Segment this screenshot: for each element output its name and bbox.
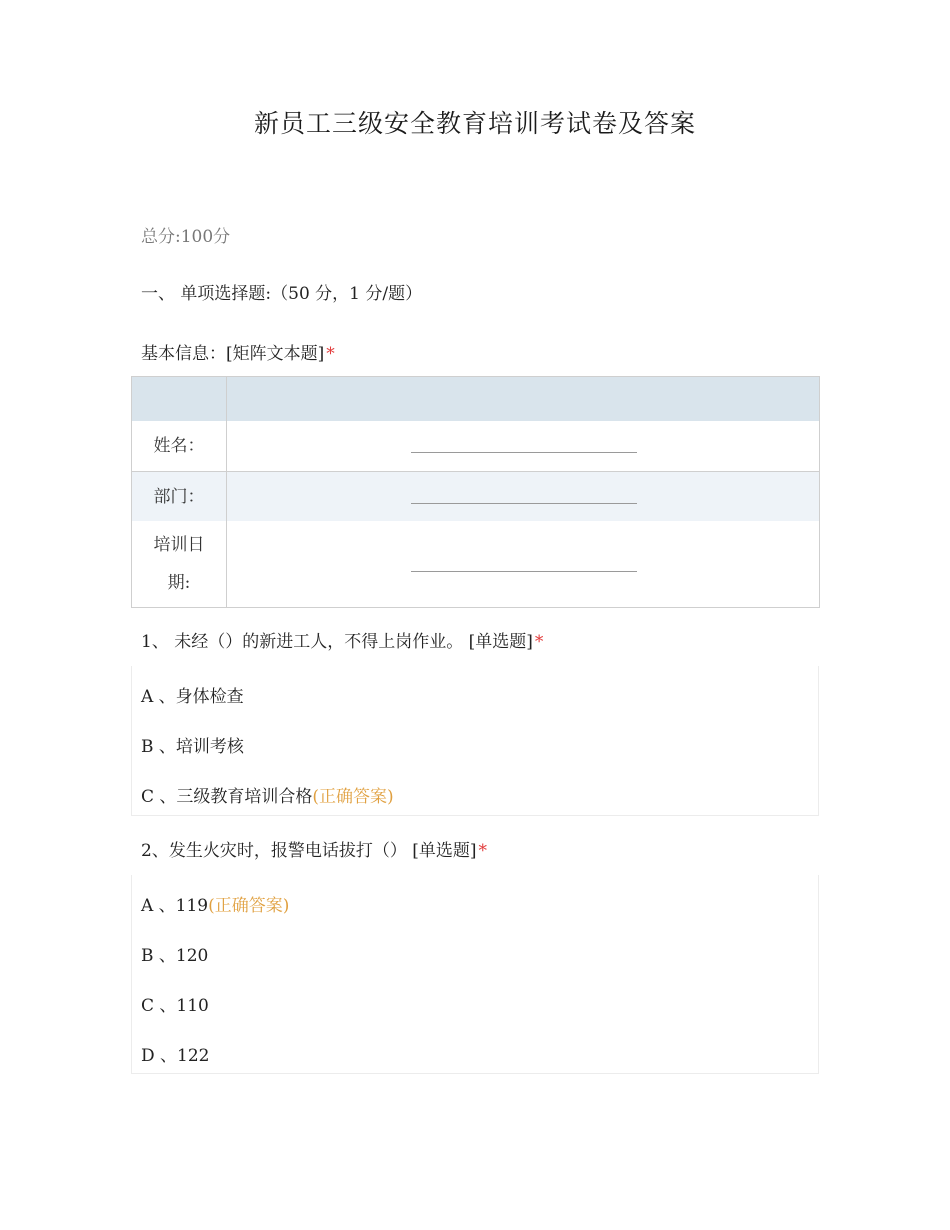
training-date-label-line1: 培训日 <box>153 535 205 555</box>
name-label: 姓名： <box>132 421 227 471</box>
option-text: C 、110 <box>141 996 209 1016</box>
page-title: 新员工三级安全教育培训考试卷及答案 <box>253 109 696 138</box>
option-q1-a[interactable] <box>141 682 244 707</box>
option-q2-b[interactable] <box>141 941 208 966</box>
question-2-options <box>131 875 819 1074</box>
required-mark: * <box>326 344 335 364</box>
table-row <box>132 421 819 471</box>
department-label: 部门： <box>132 472 227 522</box>
correct-answer-tag: (正确答案) <box>208 896 290 916</box>
basic-info-label <box>141 339 335 364</box>
option-text: A 、119 <box>141 896 209 916</box>
table-row <box>132 471 819 522</box>
option-q2-a[interactable] <box>141 891 289 916</box>
training-date-field[interactable] <box>227 521 819 607</box>
option-q1-c[interactable] <box>141 782 394 807</box>
question-2-text: 2、发生火灾时，报警电话拔打（） [单选题] <box>141 841 477 861</box>
option-q2-c[interactable] <box>141 991 209 1016</box>
table-header-cell <box>132 377 227 421</box>
training-date-label-line2: 期: <box>167 573 191 593</box>
total-score: 总分:100分 <box>141 227 231 247</box>
department-input-line[interactable] <box>411 503 637 504</box>
department-field[interactable] <box>227 472 819 522</box>
question-1-text: 1、 未经（）的新进工人，不得上岗作业。 [单选题] <box>141 632 533 652</box>
option-text: C 、三级教育培训合格 <box>141 787 313 807</box>
correct-answer-tag: (正确答案) <box>312 787 394 807</box>
section-heading: 一、 单项选择题:（50 分，1 分/题） <box>141 284 423 304</box>
option-text: A 、身体检查 <box>141 687 244 707</box>
option-text: B 、120 <box>141 946 209 966</box>
training-date-input-line[interactable] <box>411 571 637 572</box>
required-mark: * <box>478 841 487 861</box>
training-date-label <box>132 521 227 607</box>
required-mark: * <box>534 632 544 652</box>
option-q2-d[interactable] <box>141 1041 209 1066</box>
basic-info-text: 基本信息：[矩阵文本题] <box>141 344 325 364</box>
table-row <box>132 521 819 607</box>
option-text: B 、培训考核 <box>141 737 244 757</box>
name-field[interactable] <box>227 421 819 471</box>
table-header-cell <box>227 377 819 421</box>
name-input-line[interactable] <box>411 452 637 453</box>
question-1-label <box>141 627 543 652</box>
question-1-options <box>131 666 819 816</box>
basic-info-table <box>131 376 820 608</box>
option-text: D 、122 <box>141 1046 210 1066</box>
option-q1-b[interactable] <box>141 732 244 757</box>
table-header-row <box>132 377 819 422</box>
question-2-label <box>141 836 487 861</box>
